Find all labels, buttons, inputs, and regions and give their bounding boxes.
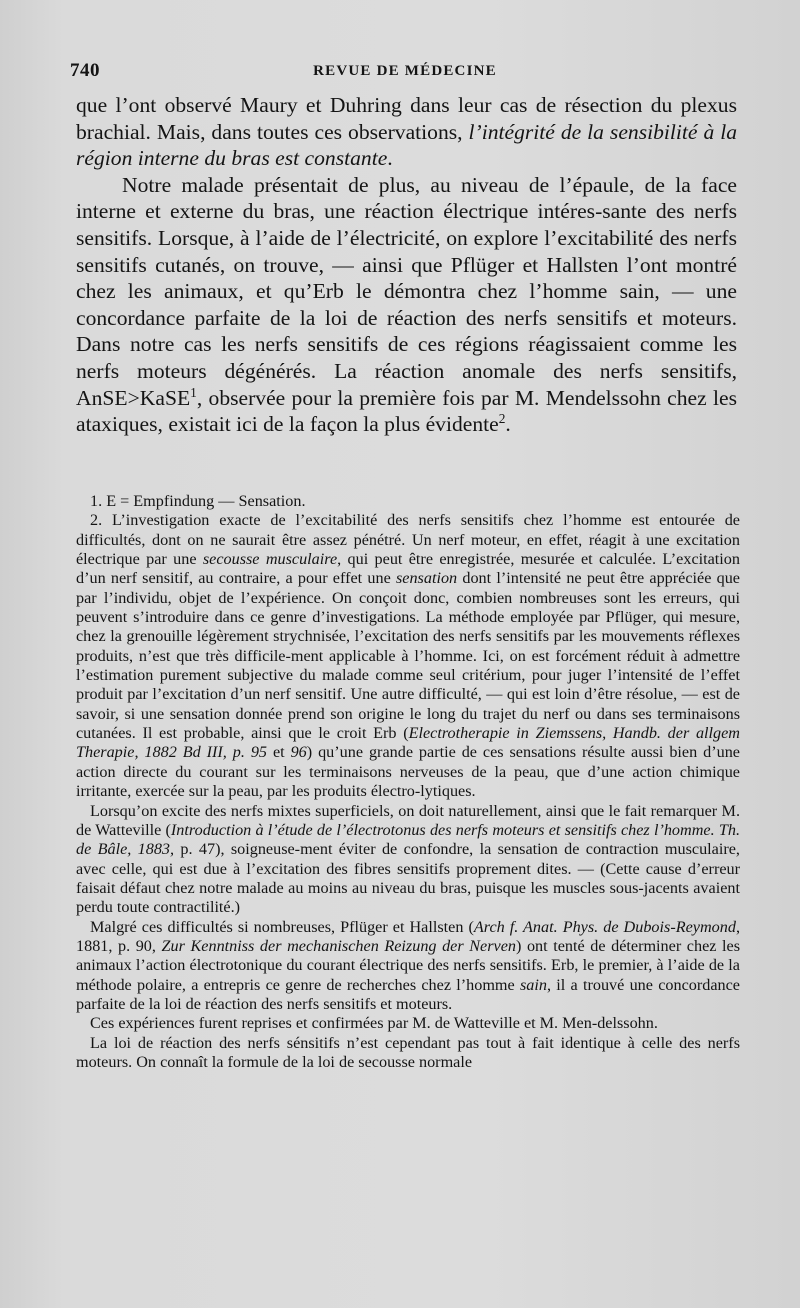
main-text (76, 92, 737, 438)
footnote-text: 2. L’investigation exacte de l’excitabilité des nerfs sensitifs chez l’homme est entourée de difficultés, dont on ne saurait être assez pénétré. Un nerf moteur, en effet, réagit à une excitation électrique par une (76, 511, 740, 569)
footnote-text: , qui peut être enregistrée, mesurée et calculée. L’excitation d’un nerf sensitif, au contraire, a pour effet une (76, 550, 740, 588)
citation: 96 (290, 743, 307, 762)
page-number: 740 (70, 60, 100, 81)
footnote-text: et (267, 743, 291, 762)
paragraph-text: . (387, 146, 393, 171)
page-header (70, 60, 740, 84)
footnote-paragraph (76, 918, 740, 1015)
footnote-paragraph (76, 802, 740, 918)
paragraph-text: Notre malade présentait de plus, au niveau de l’épaule, de la face interne et externe du bras, une réaction électrique intéres-sante des nerfs sensitifs. Lorsque, à l’aide de l’électricité, on explore l’excitabilité des nerfs sensitifs cutanés, on trouve, — ainsi que Pflüger et Hallsten l’ont montré chez les animaux, et qu’Erb le démontra chez l’homme sain, — une concordance parfaite de la loi de réaction des nerfs sensitifs et moteurs. Dans notre cas les nerfs sensitifs de ces régions réagissaient comme les nerfs moteurs dégénérés. La réaction anomale des nerfs sensitifs, AnSE>KaSE (76, 172, 737, 410)
italic-emphasis: l’intégrité de la sensibilité à la région interne du bras est constante (76, 119, 737, 171)
footnote-2 (76, 511, 740, 801)
footnote-text: ) qu’une grande partie de ces sensations résulte aussi bien d’une action directe du courant sur les terminaisons nerveuses de la peau, que d’une action chimique irritante, exercée sur la peau, par les produits électro-lytiques. (76, 743, 740, 801)
running-title: REVUE DE MÉDECINE (313, 63, 497, 79)
italic-emphasis: secousse musculaire (202, 550, 338, 569)
citation: Arch f. Anat. Phys. de Dubois-Reymond (473, 917, 736, 936)
footnote-text: p. 47), soigneuse-ment éviter de confondre, la sensation de contraction musculaire, avec celle, qui est due à l’excitation des fibres sensitifs proprement dites. — (Cette cause d’erreur faisait défaut chez notre malade au moins au niveau du bras, puisque les muscles sous-jacents avaient perdu toute contractilité.) (76, 840, 740, 917)
footnote-text: , 1881, p. 90, (76, 917, 740, 955)
citation: Electrotherapie in Ziemssens, Handb. der allgem Therapie, 1882 Bd III, p. 95 (76, 724, 740, 762)
footnotes (76, 492, 740, 1072)
footnote-ref: 1 (190, 384, 197, 400)
footnote-text: Malgré ces difficultés si nombreuses, Pflüger et Hallsten ( (90, 917, 474, 936)
footnote-paragraph: Ces expériences furent reprises et confirmées par M. de Watteville et M. Men-delssohn. (90, 1014, 658, 1033)
footnote-text: , il a trouvé une concordance parfaite de la loi de réaction des nerfs sensitifs et moteurs. (76, 975, 740, 1013)
paragraph-continued (76, 92, 737, 172)
footnote-text: ) ont tenté de déterminer chez les animaux l’action électrotonique du courant électrique des nerfs sensitifs. Erb, le premier, à l’aide de la méthode polaire, a entrepris ce genre de recherches chez l’homme (76, 936, 741, 994)
paragraph-text: , observée pour la première fois par M. Mendelssohn chez les ataxiques, existait ici de la façon la plus évidente (76, 385, 737, 437)
footnote-paragraph: La loi de réaction des nerfs sénsitifs n’est cependant pas tout à fait identique à celle des nerfs moteurs. On connaît la formule de la loi de secousse normale (76, 1033, 740, 1071)
footnote-1: 1. E = Empfindung — Sensation. (90, 492, 306, 510)
footnote-text: dont l’intensité ne peut être appréciée que par l’individu, objet de l’expérience. On conçoit donc, combien nombreuses sont les erreurs, qui peuvent s’introduire dans ce genre d’investigations. La méthode employée par Pflüger, qui mesure, chez la grenouille légèrement strychnisée, l’excitation des nerfs sensitifs par les mouvements réflexes produits, n’est que très difficile-ment applicable à l’homme. Ici, on est forcément réduit à admettre l’estimation purement subjective du malade comme seul critérium, pour juger l’intensité de l’effet produit par l’excitation d’un nerf sensitif. Une autre difficulté, — qui est loin d’être résolue, — est de savoir, si une sensation donnée prend son origine le long du trajet du nerf ou dans ses terminaisons cutanées. Il est probable, ainsi que le croit Erb ( (76, 569, 740, 743)
paragraph (76, 172, 737, 438)
footnote-text: Lorsqu’on excite des nerfs mixtes superficiels, on doit naturellement, ainsi que le fait remarquer M. de Watteville ( (76, 801, 740, 839)
italic-emphasis: sensation (395, 569, 458, 588)
citation: Introduction à l’étude de l’électrotonus des nerfs moteurs et sensitifs chez l’homme. Th. de Bâle, 1883, (76, 820, 740, 859)
footnote-ref: 2 (498, 410, 506, 426)
citation: Zur Kenntniss der mechanischen Reizung der Nerven (161, 936, 516, 955)
paragraph-text: . (505, 412, 511, 437)
italic-emphasis: sain (519, 975, 547, 994)
paragraph-text: que l’ont observé Maury et Duhring dans leur cas de résection du plexus brachial. Mais, dans toutes ces observations, (76, 93, 737, 144)
